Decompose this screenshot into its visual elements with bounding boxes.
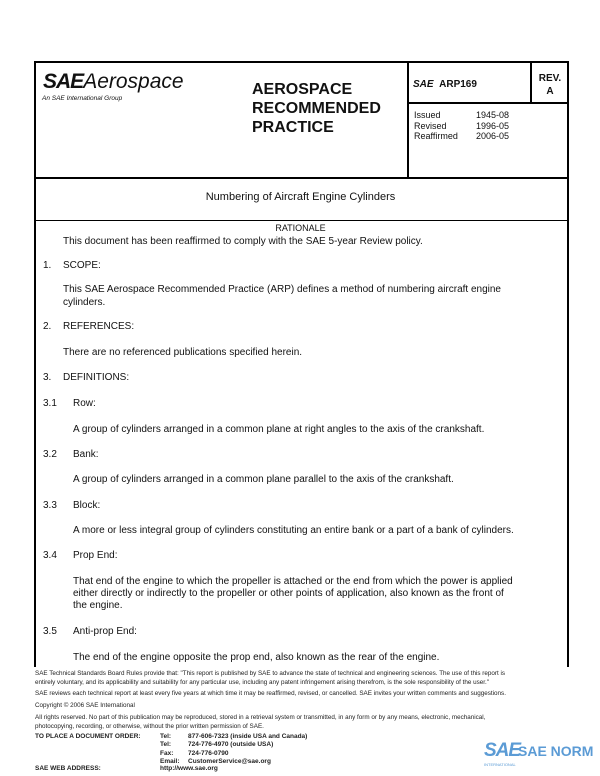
footer-copyright: Copyright © 2006 SAE International: [35, 702, 135, 709]
section-number: 3.1: [43, 398, 57, 409]
header-divider: [407, 61, 409, 177]
section-title: DEFINITIONS:: [63, 372, 130, 383]
doc-type-line: PRACTICE: [252, 119, 334, 136]
doc-type-line: AEROSPACE: [252, 81, 353, 98]
contact-row: [160, 733, 307, 741]
text-line: All rights reserved. No part of this publication may be reproduced, stored in a retrieval system or transmitted, in any form or by any means, electronic, mechanical,: [35, 714, 486, 721]
text-line: This SAE Aerospace Recommended Practice (ARP) defines a method of numbering aircraft engine: [63, 284, 501, 295]
contact-label: Fax:: [160, 749, 174, 757]
section-title: Prop End:: [73, 550, 118, 561]
section-3-5-heading: [43, 626, 137, 637]
doc-number-text: ARP169: [439, 79, 477, 90]
sae-aerospace-logo: [43, 70, 184, 94]
doc-type-line: RECOMMENDED: [252, 100, 381, 117]
section-3-4-heading: [43, 550, 117, 561]
rationale-text: This document has been reaffirmed to comply with the SAE 5-year Review policy.: [63, 236, 423, 247]
header-divider: [407, 102, 567, 104]
section-number: 2.: [43, 321, 52, 332]
section-3-3-heading: [43, 500, 100, 511]
text-line: photocopying, recording, or otherwise, without the prior written permission of SAE.: [35, 722, 264, 730]
section-number: 3.4: [43, 550, 57, 561]
section-3-2-heading: [43, 449, 99, 460]
contact-value: 724-776-0790: [188, 749, 229, 757]
section-3-4-text: [73, 576, 513, 612]
section-number: 3.2: [43, 449, 57, 460]
date-table: [414, 110, 509, 142]
date-row: [414, 131, 509, 142]
text-line: That end of the engine to which the propeller is attached or the end from which the power is applied: [73, 576, 513, 587]
contact-value: 724-776-4970 (outside USA): [188, 741, 274, 749]
web-link[interactable]: http://www.sae.org: [160, 765, 218, 772]
section-3-1-text: A group of cylinders arranged in a common plane at right angles to the axis of the crankshaft.: [73, 424, 485, 435]
title-divider: [34, 220, 567, 221]
section-number: 3.: [43, 372, 52, 383]
contact-label: Email:: [160, 757, 180, 765]
section-title: Row:: [73, 398, 96, 409]
section-title: Bank:: [73, 449, 99, 460]
logo-brand: SAE: [43, 70, 84, 93]
text-line: entirely voluntary, and its applicability and suitability for any particular use, including any patent infringement arising therefrom, is the sole responsibility of the user.": [35, 678, 489, 686]
section-2-text: There are no referenced publications specified herein.: [63, 347, 303, 358]
date-label: Revised: [414, 120, 447, 131]
logo-text: Aerospace: [83, 70, 184, 93]
section-title: Anti-prop End:: [73, 626, 137, 637]
doc-number: [413, 79, 477, 90]
footer-rules: [35, 670, 505, 687]
date-label: Issued: [414, 110, 441, 120]
revision: [536, 72, 564, 98]
text-line: cylinders.: [63, 297, 106, 308]
header-divider: [530, 61, 532, 103]
section-3-5-text: The end of the engine opposite the prop end, also known as the rear of the engine.: [73, 652, 440, 663]
section-2-heading: [43, 321, 134, 332]
watermark-brand: SAE: [484, 740, 521, 761]
section-title: SCOPE:: [63, 260, 101, 271]
date-value: 1945-08: [476, 110, 510, 120]
order-label: TO PLACE A DOCUMENT ORDER:: [35, 733, 141, 740]
sae-logo-small: SAE: [413, 79, 434, 90]
web-label: SAE WEB ADDRESS:: [35, 765, 101, 772]
section-title: REFERENCES:: [63, 321, 135, 332]
section-number: 1.: [43, 260, 52, 271]
section-number: 3.3: [43, 500, 57, 511]
document-title: Numbering of Aircraft Engine Cylinders: [205, 191, 396, 203]
section-3-1-heading: [43, 398, 96, 409]
section-title: Block:: [73, 500, 101, 511]
rev-label: REV.: [538, 73, 562, 84]
text-line: the engine.: [73, 600, 123, 611]
section-3-heading: [43, 372, 129, 383]
section-3-3-text: A more or less integral group of cylinders constituting an entire bank or a part of a bank of cylinders.: [73, 525, 514, 536]
section-1-text: [63, 283, 501, 309]
date-value: 2006-05: [476, 131, 510, 141]
section-1-heading: [43, 260, 101, 271]
rev-value: A: [546, 86, 554, 97]
contact-value: 877-606-7323 (inside USA and Canada): [188, 733, 308, 740]
footer-review: SAE reviews each technical report at least every five years at which time it may be reaffirmed, revised, or cancelled. SAE invites your written comments and suggestions.: [35, 690, 506, 697]
text-line: either directly or indirectly to the propeller or other points of application, also known as the front of: [73, 588, 504, 599]
footer-rights: [35, 714, 485, 731]
watermark-text: SAE NORM: [518, 743, 594, 759]
rationale-heading: RATIONALE: [275, 223, 326, 233]
contact-row: [160, 741, 307, 749]
section-number: 3.5: [43, 626, 57, 637]
section-3-2-text: A group of cylinders arranged in a common plane parallel to the axis of the crankshaft.: [73, 474, 454, 485]
date-label: Reaffirmed: [414, 131, 458, 141]
date-row: [414, 110, 509, 121]
date-value: 1996-05: [476, 120, 510, 131]
watermark-sub: INTERNATIONAL: [484, 762, 516, 767]
order-contacts: [160, 733, 307, 766]
contact-row: [160, 750, 307, 758]
date-row: [414, 121, 509, 132]
doc-type: [252, 80, 381, 137]
text-line: SAE Technical Standards Board Rules provide that: "This report is published by SAE to advance the state of technical and engineering sciences. The use of this report is: [35, 670, 505, 677]
contact-label: Tel:: [160, 741, 172, 749]
contact-label: Tel:: [160, 733, 172, 740]
logo-tagline: An SAE International Group: [42, 95, 123, 102]
email-link[interactable]: CustomerService@sae.org: [188, 757, 271, 765]
